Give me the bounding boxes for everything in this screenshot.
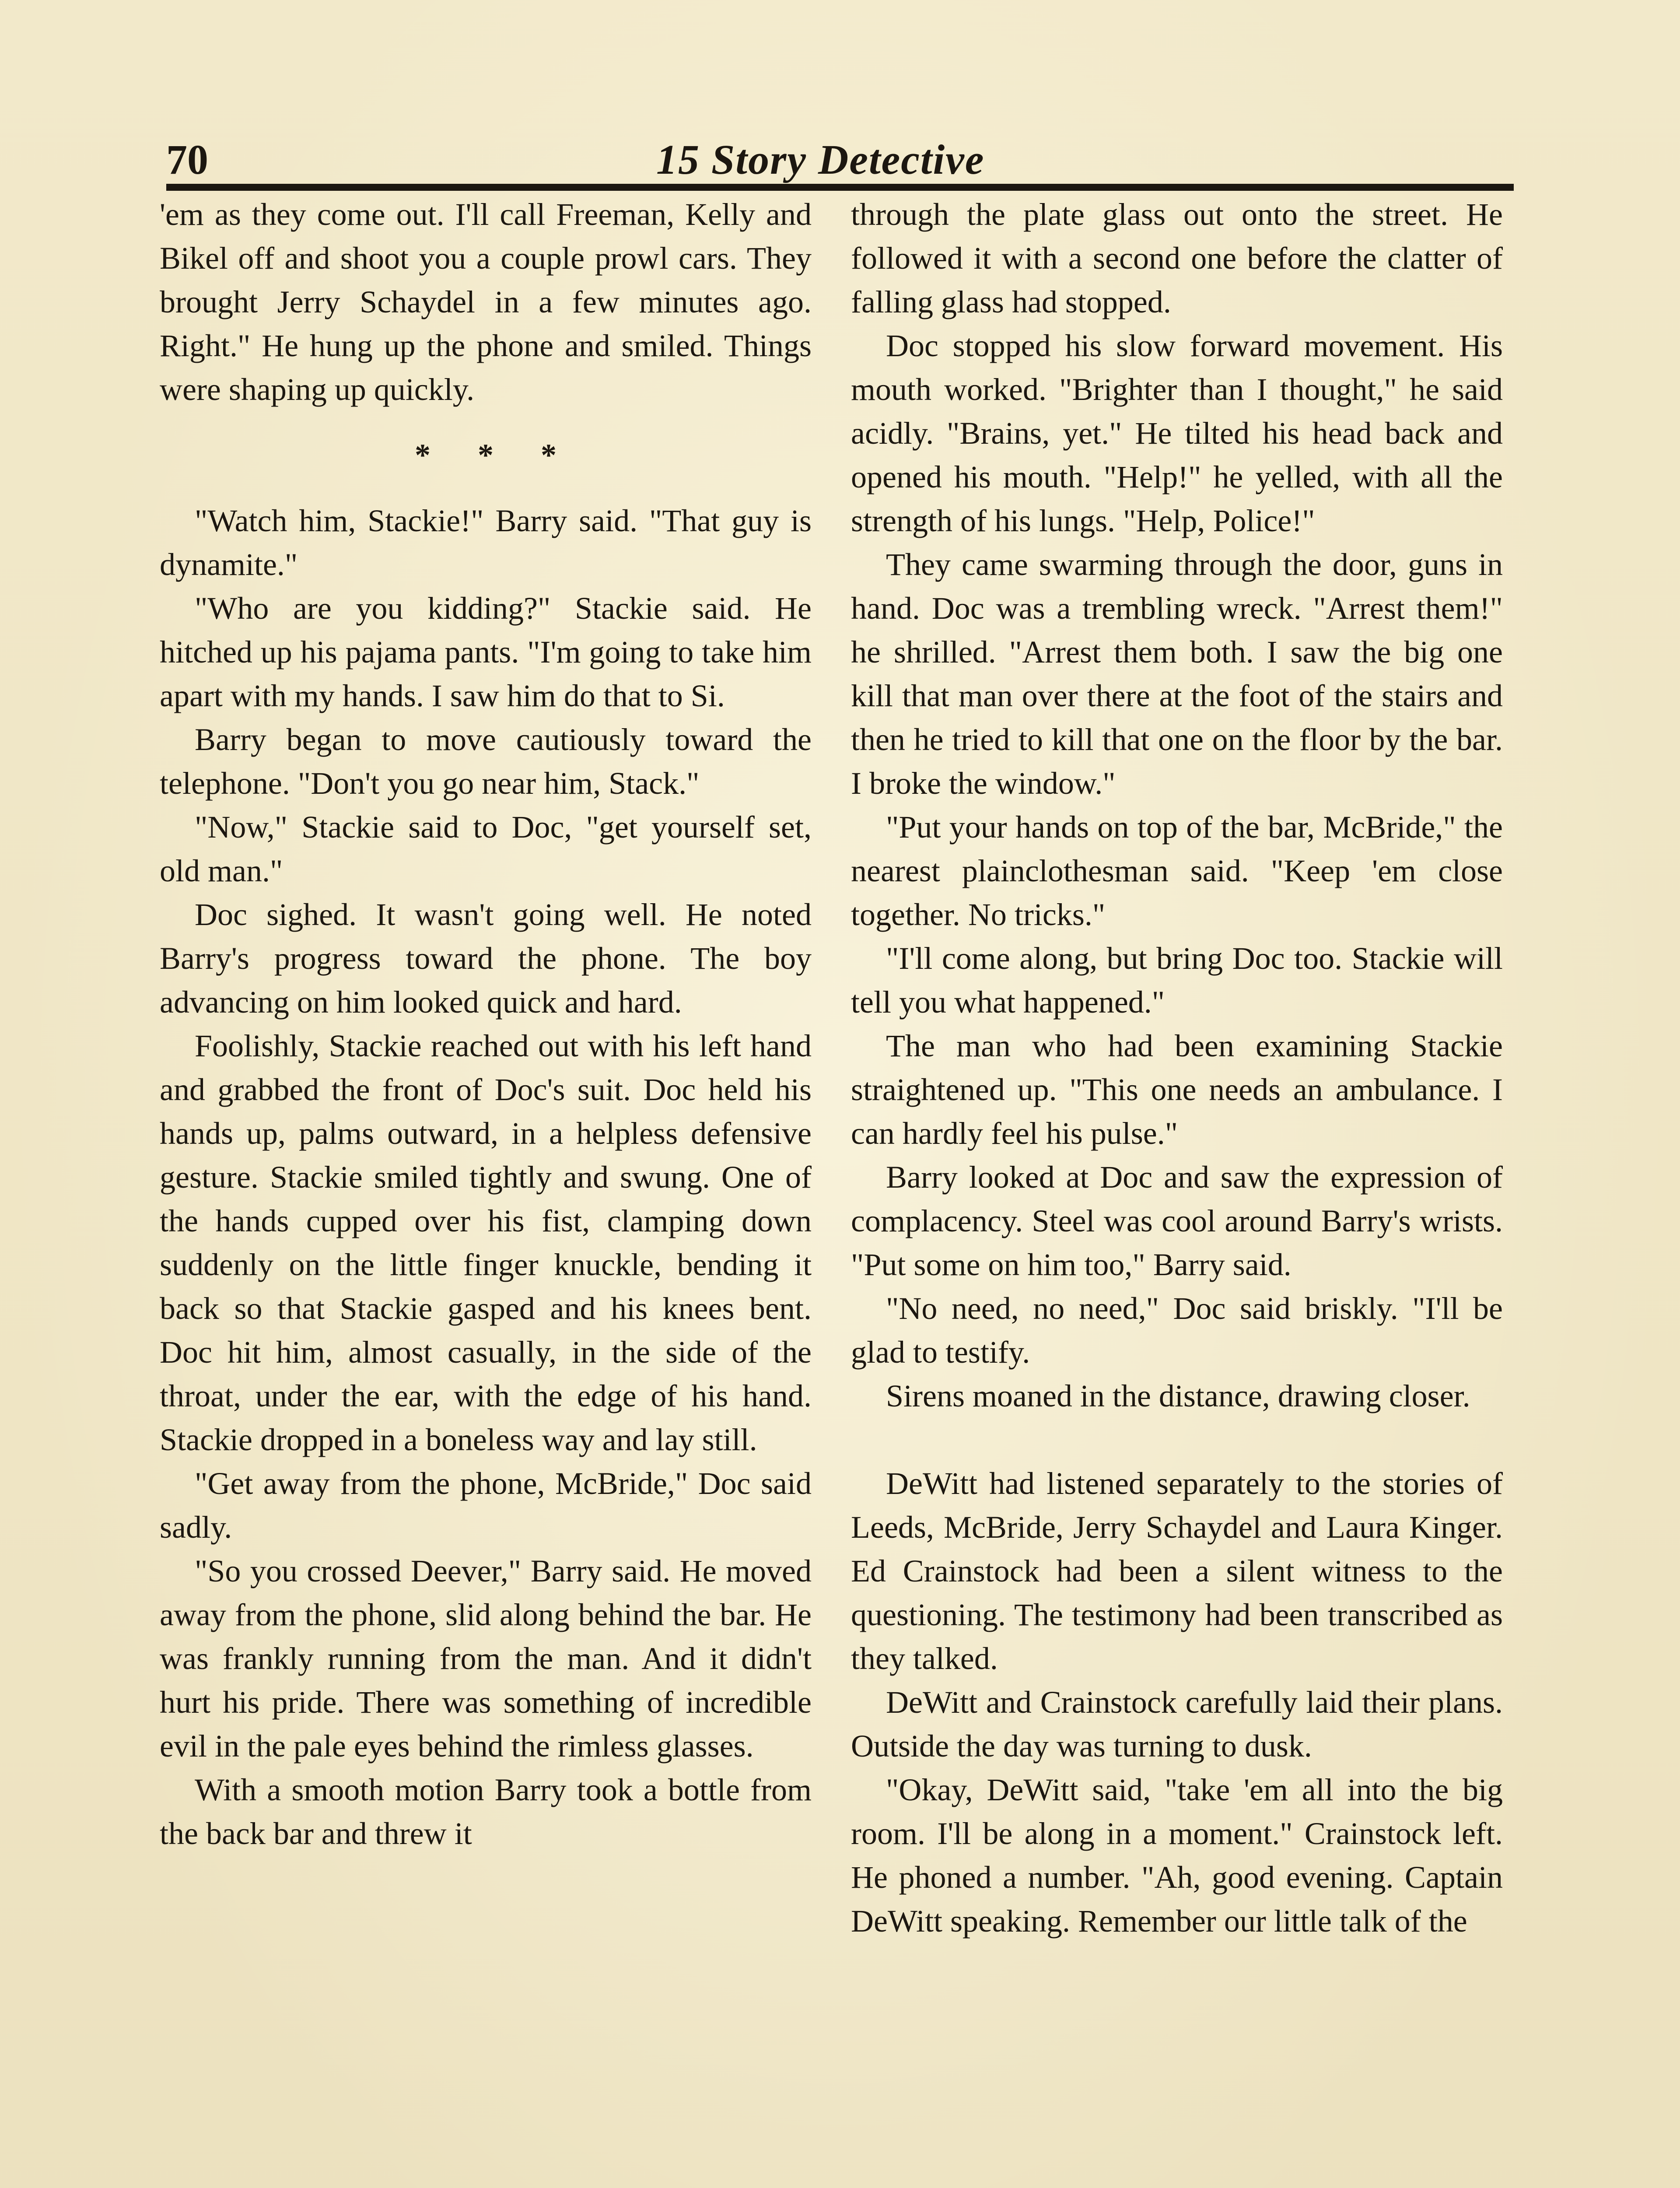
- paragraph: "Now," Stackie said to Doc, "get yourself set, old man.": [160, 810, 812, 888]
- paragraph: Barry began to move cautiously toward the telephone. "Don't you go near him, Stack.": [160, 722, 812, 801]
- paragraph: "Put your hands on top of the bar, McBride," the nearest plainclothesman said. "Keep 'em close together. No tricks.": [851, 810, 1503, 932]
- paragraph: DeWitt had listened separately to the stories of Leeds, McBride, Jerry Schaydel and Laura Kinger. Ed Crainstock had been a silent witness to the questioning. The testimony had been transcribed as they talked.: [851, 1466, 1503, 1676]
- paragraph: DeWitt and Crainstock carefully laid their plans. Outside the day was turning to dusk.: [851, 1685, 1503, 1764]
- paragraph: "Watch him, Stackie!" Barry said. "That guy is dynamite.": [160, 503, 812, 582]
- right-column: [851, 193, 1503, 2188]
- paragraph: Doc sighed. It wasn't going well. He noted Barry's progress toward the phone. The boy advancing on him looked quick and hard.: [160, 897, 812, 1020]
- paragraph: "No need, no need," Doc said briskly. "I'll be glad to testify.: [851, 1291, 1503, 1370]
- paragraph: Foolishly, Stackie reached out with his left hand and grabbed the front of Doc's suit. Doc held his hands up, palms outward, in a helpless defensive gesture. Stackie smiled tightly and swung. One of the hands cupped over his fist, clamping down suddenly on the little finger knuckle, bending it back so that Stackie gasped and his knees bent. Doc hit him, almost casually, in the side of the throat, under the ear, with the edge of his hand. Stackie dropped in a boneless way and lay still.: [160, 1028, 812, 1457]
- paragraph: 'em as they come out. I'll call Freeman, Kelly and Bikel off and shoot you a couple prowl cars. They brought Jerry Schaydel in a few minutes ago. Right." He hung up the phone and smiled. Things were shaping up quickly.: [160, 197, 812, 407]
- left-column: [160, 193, 812, 2188]
- paragraph: "Okay, DeWitt said, "take 'em all into the big room. I'll be along in a moment." Crainstock left. He phoned a number. "Ah, good evening. Captain DeWitt speaking. Remember our little talk of the: [851, 1772, 1503, 1939]
- paragraph: They came swarming through the door, guns in hand. Doc was a trembling wreck. "Arrest them!" he shrilled. "Arrest them both. I saw the big one kill that man over there at the foot of the stairs and then he tried to kill that one on the floor by the bar. I broke the window.": [851, 547, 1503, 801]
- paragraph: "Who are you kidding?" Stackie said. He hitched up his pajama pants. "I'm going to take him apart with my hands. I saw him do that to Si.: [160, 591, 812, 713]
- paragraph: The man who had been examining Stackie straightened up. "This one needs an ambulance. I can hardly feel his pulse.": [851, 1028, 1503, 1151]
- paragraph: "So you crossed Deever," Barry said. He moved away from the phone, slid along behind the bar. He was frankly running from the man. And it didn't hurt his pride. There was something of incredible evil in the pale eyes behind the rimless glasses.: [160, 1553, 812, 1764]
- paragraph: through the plate glass out onto the street. He followed it with a second one before the clatter of falling glass had stopped.: [851, 197, 1503, 319]
- paragraph: "Get away from the phone, McBride," Doc said sadly.: [160, 1466, 812, 1545]
- paragraph: Doc stopped his slow forward movement. His mouth worked. "Brighter than I thought," he said acidly. "Brains, yet." He tilted his head back and opened his mouth. "Help!" he yelled, with all the strength of his lungs. "Help, Police!": [851, 328, 1503, 538]
- paragraph: Barry looked at Doc and saw the expression of complacency. Steel was cool around Barry's wrists. "Put some on him too," Barry said.: [851, 1160, 1503, 1282]
- paragraph: Sirens moaned in the distance, drawing closer.: [886, 1378, 1470, 1413]
- scene-break: * * *: [415, 438, 556, 473]
- magazine-title: 15 Story Detective: [656, 136, 985, 183]
- page-header: [166, 131, 1514, 188]
- paragraph: With a smooth motion Barry took a bottle from the back bar and threw it: [160, 1772, 812, 1851]
- page-number: 70: [166, 136, 208, 183]
- header-rule: [166, 184, 1514, 191]
- paragraph: "I'll come along, but bring Doc too. Stackie will tell you what happened.": [851, 941, 1503, 1020]
